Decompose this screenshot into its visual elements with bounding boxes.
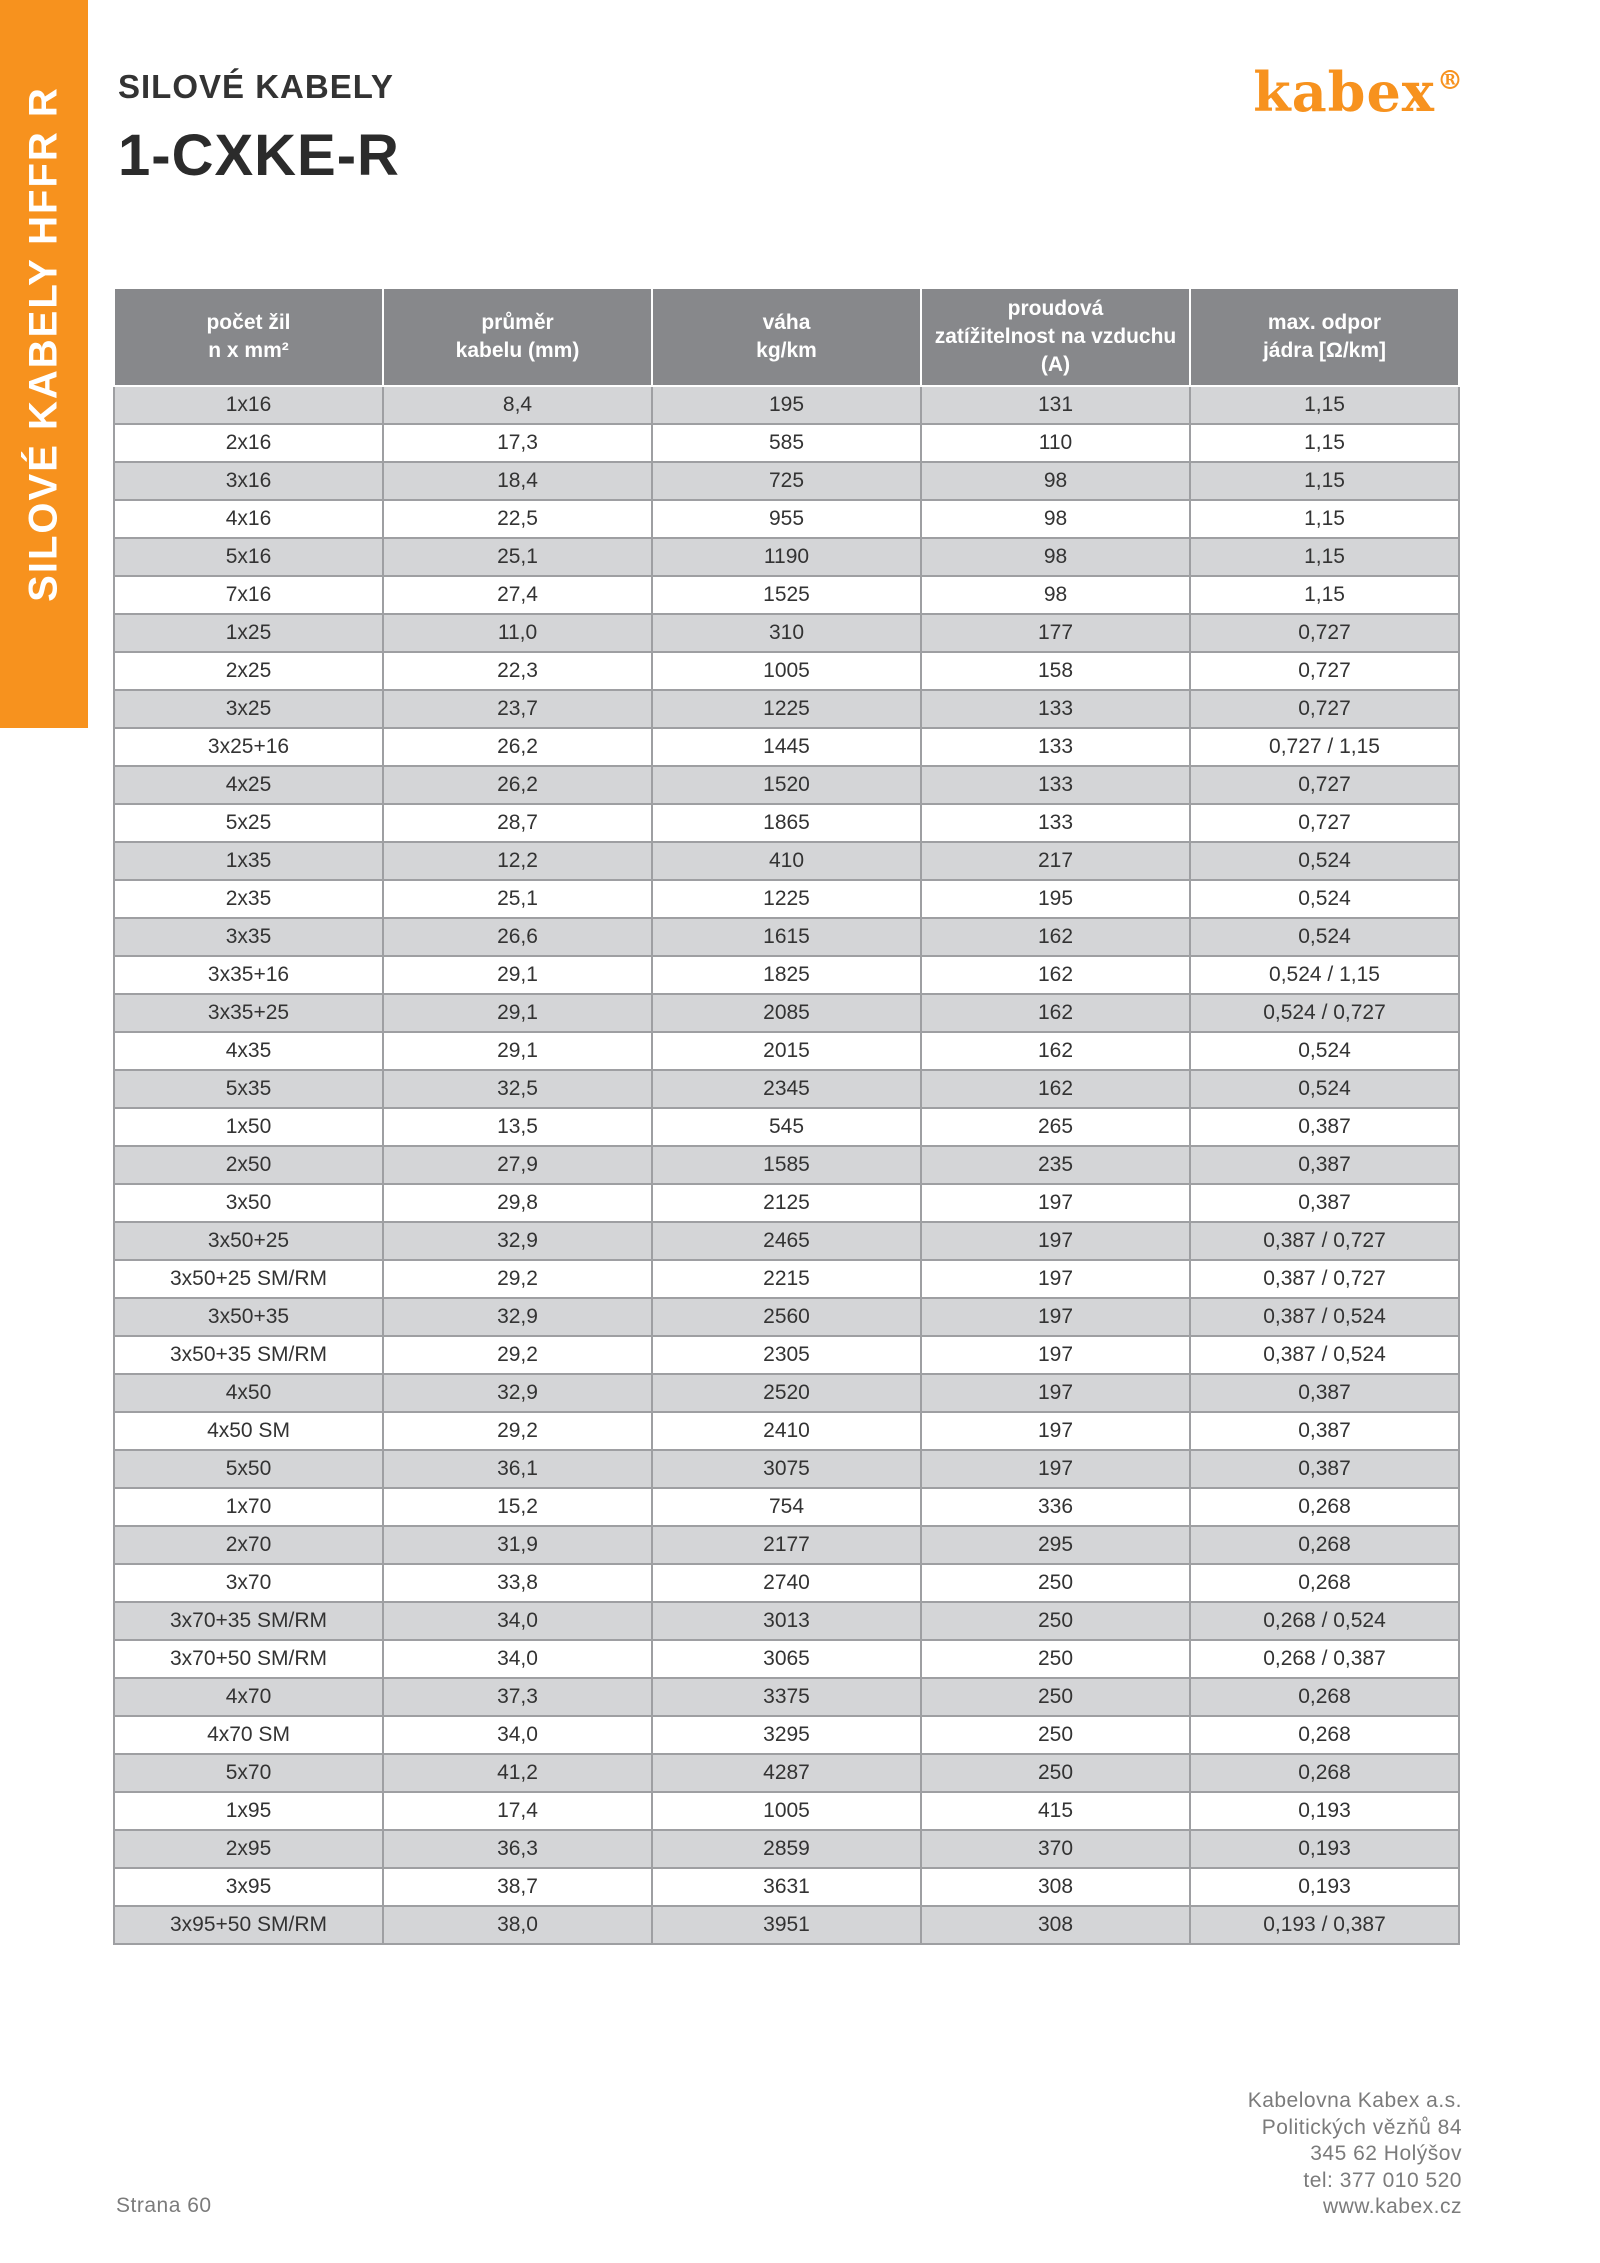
table-row xyxy=(114,1526,1459,1564)
table-cell: 17,3 xyxy=(383,424,652,462)
table-row xyxy=(114,462,1459,500)
table-cell: 197 xyxy=(921,1298,1190,1336)
table-cell: 0,268 / 0,387 xyxy=(1190,1640,1459,1678)
table-cell: 36,3 xyxy=(383,1830,652,1868)
table-cell: 22,5 xyxy=(383,500,652,538)
table-row xyxy=(114,1678,1459,1716)
table-cell: 1525 xyxy=(652,576,921,614)
table-row xyxy=(114,576,1459,614)
table-cell: 177 xyxy=(921,614,1190,652)
table-cell: 133 xyxy=(921,728,1190,766)
table-cell: 2215 xyxy=(652,1260,921,1298)
table-row xyxy=(114,728,1459,766)
table-cell: 235 xyxy=(921,1146,1190,1184)
table-row xyxy=(114,500,1459,538)
table-cell: 197 xyxy=(921,1260,1190,1298)
table-row xyxy=(114,1336,1459,1374)
table-cell: 2520 xyxy=(652,1374,921,1412)
table-cell: 0,193 / 0,387 xyxy=(1190,1906,1459,1944)
table-cell: 0,727 xyxy=(1190,614,1459,652)
table-row xyxy=(114,1412,1459,1450)
table-cell: 158 xyxy=(921,652,1190,690)
table-cell: 0,524 xyxy=(1190,1032,1459,1070)
table-cell: 0,387 / 0,524 xyxy=(1190,1298,1459,1336)
table-cell: 1190 xyxy=(652,538,921,576)
table-cell: 0,727 xyxy=(1190,690,1459,728)
table-cell: 3631 xyxy=(652,1868,921,1906)
table-cell: 3x50+25 xyxy=(114,1222,383,1260)
address-line: tel: 377 010 520 xyxy=(1303,2168,1462,2192)
table-cell: 29,2 xyxy=(383,1260,652,1298)
table-cell: 5x70 xyxy=(114,1754,383,1792)
table-cell: 2x16 xyxy=(114,424,383,462)
table-cell: 1445 xyxy=(652,728,921,766)
table-cell: 1825 xyxy=(652,956,921,994)
table-cell: 197 xyxy=(921,1222,1190,1260)
table-cell: 98 xyxy=(921,576,1190,614)
table-row xyxy=(114,1906,1459,1944)
column-header-line: zatížitelnost na vzduchu xyxy=(934,325,1177,348)
table-cell: 195 xyxy=(921,880,1190,918)
table-row xyxy=(114,1868,1459,1906)
table-cell: 4x70 SM xyxy=(114,1716,383,1754)
table-cell: 1x70 xyxy=(114,1488,383,1526)
table-cell: 3x25 xyxy=(114,690,383,728)
table-cell: 217 xyxy=(921,842,1190,880)
table-cell: 3x35+16 xyxy=(114,956,383,994)
table-cell: 370 xyxy=(921,1830,1190,1868)
address-line: 345 62 Holýšov xyxy=(1310,2142,1462,2165)
table-cell: 4x35 xyxy=(114,1032,383,1070)
table-cell: 0,387 xyxy=(1190,1108,1459,1146)
table-cell: 162 xyxy=(921,994,1190,1032)
registered-mark: ® xyxy=(1437,66,1464,96)
table-cell: 1,15 xyxy=(1190,386,1459,424)
table-header-row xyxy=(114,288,1459,386)
table-cell: 162 xyxy=(921,918,1190,956)
column-header-line: jádra [Ω/km] xyxy=(1262,339,1387,362)
table-cell: 98 xyxy=(921,500,1190,538)
table-cell: 131 xyxy=(921,386,1190,424)
table-cell: 162 xyxy=(921,956,1190,994)
table-cell: 3x50+25 SM/RM xyxy=(114,1260,383,1298)
table-cell: 31,9 xyxy=(383,1526,652,1564)
table-cell: 26,2 xyxy=(383,766,652,804)
table-row xyxy=(114,690,1459,728)
table-cell: 1,15 xyxy=(1190,538,1459,576)
table-cell: 0,387 xyxy=(1190,1374,1459,1412)
category-title: SILOVÉ KABELY xyxy=(118,68,394,105)
table-cell: 3x35 xyxy=(114,918,383,956)
table-cell: 2859 xyxy=(652,1830,921,1868)
table-cell: 162 xyxy=(921,1032,1190,1070)
table-cell: 5x50 xyxy=(114,1450,383,1488)
table-row xyxy=(114,614,1459,652)
column-header-line: proudová xyxy=(1007,297,1104,320)
table-cell: 0,268 / 0,524 xyxy=(1190,1602,1459,1640)
table-cell: 4x16 xyxy=(114,500,383,538)
table-cell: 8,4 xyxy=(383,386,652,424)
table-cell: 197 xyxy=(921,1374,1190,1412)
address-line: Politických vězňů 84 xyxy=(1261,2115,1462,2139)
table-cell: 4x50 xyxy=(114,1374,383,1412)
table-cell: 3x25+16 xyxy=(114,728,383,766)
table-cell: 0,524 xyxy=(1190,1070,1459,1108)
table-cell: 34,0 xyxy=(383,1716,652,1754)
table-cell: 0,524 xyxy=(1190,880,1459,918)
table-cell: 545 xyxy=(652,1108,921,1146)
table-cell: 5x35 xyxy=(114,1070,383,1108)
table-cell: 162 xyxy=(921,1070,1190,1108)
table-cell: 34,0 xyxy=(383,1602,652,1640)
table-row xyxy=(114,1754,1459,1792)
table-cell: 2345 xyxy=(652,1070,921,1108)
side-bar xyxy=(0,0,88,728)
table-cell: 98 xyxy=(921,462,1190,500)
table-cell: 250 xyxy=(921,1640,1190,1678)
table-cell: 110 xyxy=(921,424,1190,462)
table-cell: 29,2 xyxy=(383,1412,652,1450)
table-cell: 1x50 xyxy=(114,1108,383,1146)
table-cell: 250 xyxy=(921,1602,1190,1640)
table-cell: 17,4 xyxy=(383,1792,652,1830)
table-cell: 133 xyxy=(921,804,1190,842)
address-line: Kabelovna Kabex a.s. xyxy=(1247,2089,1462,2112)
table-cell: 2305 xyxy=(652,1336,921,1374)
table-cell: 26,2 xyxy=(383,728,652,766)
table-cell: 29,8 xyxy=(383,1184,652,1222)
table-cell: 308 xyxy=(921,1868,1190,1906)
table-cell: 0,387 xyxy=(1190,1412,1459,1450)
table-row xyxy=(114,1716,1459,1754)
table-row xyxy=(114,1184,1459,1222)
table-cell: 0,524 / 0,727 xyxy=(1190,994,1459,1032)
table-cell: 2410 xyxy=(652,1412,921,1450)
table-cell: 197 xyxy=(921,1336,1190,1374)
table-cell: 13,5 xyxy=(383,1108,652,1146)
column-header-line: váha xyxy=(762,311,811,334)
table-cell: 410 xyxy=(652,842,921,880)
table-cell: 1225 xyxy=(652,690,921,728)
table-cell: 3x50+35 SM/RM xyxy=(114,1336,383,1374)
table-cell: 0,268 xyxy=(1190,1564,1459,1602)
table-cell: 11,0 xyxy=(383,614,652,652)
column-header xyxy=(383,288,652,386)
table-cell: 38,7 xyxy=(383,1868,652,1906)
cable-spec-table xyxy=(113,287,1460,1945)
table-cell: 38,0 xyxy=(383,1906,652,1944)
table-cell: 754 xyxy=(652,1488,921,1526)
table-cell: 1x25 xyxy=(114,614,383,652)
table-row xyxy=(114,1146,1459,1184)
table-cell: 4x25 xyxy=(114,766,383,804)
table-cell: 2740 xyxy=(652,1564,921,1602)
table-cell: 32,9 xyxy=(383,1222,652,1260)
table-cell: 22,3 xyxy=(383,652,652,690)
table-cell: 0,524 xyxy=(1190,918,1459,956)
table-cell: 3375 xyxy=(652,1678,921,1716)
page-number: Strana 60 xyxy=(116,2194,212,2217)
side-category-label: SILOVÉ KABELY HFFR R xyxy=(21,86,66,602)
table-cell: 250 xyxy=(921,1678,1190,1716)
table-cell: 2085 xyxy=(652,994,921,1032)
table-cell: 23,7 xyxy=(383,690,652,728)
table-cell: 2560 xyxy=(652,1298,921,1336)
column-header-line: průměr xyxy=(481,311,554,334)
table-row xyxy=(114,1450,1459,1488)
table-cell: 4287 xyxy=(652,1754,921,1792)
table-cell: 0,268 xyxy=(1190,1716,1459,1754)
table-row xyxy=(114,1792,1459,1830)
table-cell: 1x95 xyxy=(114,1792,383,1830)
table-cell: 2x25 xyxy=(114,652,383,690)
table-cell: 32,9 xyxy=(383,1298,652,1336)
table-cell: 310 xyxy=(652,614,921,652)
table-cell: 41,2 xyxy=(383,1754,652,1792)
table-row xyxy=(114,804,1459,842)
table-cell: 2177 xyxy=(652,1526,921,1564)
table-row xyxy=(114,956,1459,994)
table-row xyxy=(114,766,1459,804)
table-row xyxy=(114,1602,1459,1640)
table-cell: 2x35 xyxy=(114,880,383,918)
column-header-line: počet žil xyxy=(206,311,291,334)
table-cell: 0,193 xyxy=(1190,1792,1459,1830)
table-row xyxy=(114,842,1459,880)
table-cell: 1865 xyxy=(652,804,921,842)
table-cell: 0,268 xyxy=(1190,1488,1459,1526)
table-cell: 1585 xyxy=(652,1146,921,1184)
table-cell: 3x95+50 SM/RM xyxy=(114,1906,383,1944)
table-row xyxy=(114,1032,1459,1070)
table-cell: 4x50 SM xyxy=(114,1412,383,1450)
table-cell: 98 xyxy=(921,538,1190,576)
logo-text: kabex xyxy=(1253,60,1435,124)
table-cell: 955 xyxy=(652,500,921,538)
table-row xyxy=(114,994,1459,1032)
table-cell: 2125 xyxy=(652,1184,921,1222)
table-cell: 0,727 xyxy=(1190,652,1459,690)
column-header xyxy=(1190,288,1459,386)
table-cell: 3x50 xyxy=(114,1184,383,1222)
table-cell: 5x16 xyxy=(114,538,383,576)
table-cell: 15,2 xyxy=(383,1488,652,1526)
table-cell: 25,1 xyxy=(383,538,652,576)
table-cell: 0,524 / 1,15 xyxy=(1190,956,1459,994)
table-cell: 0,387 xyxy=(1190,1184,1459,1222)
column-header xyxy=(652,288,921,386)
table-row xyxy=(114,1564,1459,1602)
table-cell: 0,387 / 0,727 xyxy=(1190,1260,1459,1298)
table-cell: 0,387 xyxy=(1190,1146,1459,1184)
table-cell: 1615 xyxy=(652,918,921,956)
table-cell: 3x70+35 SM/RM xyxy=(114,1602,383,1640)
table-cell: 2x50 xyxy=(114,1146,383,1184)
column-header-line: kabelu (mm) xyxy=(455,339,580,362)
table-cell: 34,0 xyxy=(383,1640,652,1678)
table-row xyxy=(114,1374,1459,1412)
table-row xyxy=(114,1830,1459,1868)
table-cell: 28,7 xyxy=(383,804,652,842)
company-address xyxy=(1248,2088,1462,2221)
table-cell: 725 xyxy=(652,462,921,500)
table-cell: 3x35+25 xyxy=(114,994,383,1032)
table-cell: 29,1 xyxy=(383,994,652,1032)
table-row xyxy=(114,386,1459,424)
table-row xyxy=(114,1488,1459,1526)
table-cell: 336 xyxy=(921,1488,1190,1526)
column-header-line: n x mm² xyxy=(208,339,289,362)
table-cell: 3065 xyxy=(652,1640,921,1678)
table-cell: 2x70 xyxy=(114,1526,383,1564)
table-cell: 2x95 xyxy=(114,1830,383,1868)
table-cell: 3295 xyxy=(652,1716,921,1754)
table-cell: 250 xyxy=(921,1754,1190,1792)
table-cell: 2465 xyxy=(652,1222,921,1260)
table-cell: 26,6 xyxy=(383,918,652,956)
table-cell: 3x95 xyxy=(114,1868,383,1906)
column-header xyxy=(114,288,383,386)
table-cell: 29,2 xyxy=(383,1336,652,1374)
address-line: www.kabex.cz xyxy=(1322,2195,1462,2218)
table-cell: 3013 xyxy=(652,1602,921,1640)
table-cell: 32,5 xyxy=(383,1070,652,1108)
table-cell: 2015 xyxy=(652,1032,921,1070)
table-cell: 1,15 xyxy=(1190,500,1459,538)
table-cell: 0,727 / 1,15 xyxy=(1190,728,1459,766)
table-cell: 33,8 xyxy=(383,1564,652,1602)
table-cell: 27,9 xyxy=(383,1146,652,1184)
table-cell: 0,268 xyxy=(1190,1754,1459,1792)
table-cell: 3x50+35 xyxy=(114,1298,383,1336)
table-cell: 29,1 xyxy=(383,1032,652,1070)
table-cell: 0,387 xyxy=(1190,1450,1459,1488)
table-row xyxy=(114,424,1459,462)
table-cell: 197 xyxy=(921,1412,1190,1450)
table-row xyxy=(114,1260,1459,1298)
table-cell: 0,524 xyxy=(1190,842,1459,880)
table-cell: 250 xyxy=(921,1716,1190,1754)
table-cell: 27,4 xyxy=(383,576,652,614)
table-row xyxy=(114,1070,1459,1108)
table-cell: 1005 xyxy=(652,1792,921,1830)
table-cell: 1005 xyxy=(652,652,921,690)
table-cell: 5x25 xyxy=(114,804,383,842)
table-cell: 36,1 xyxy=(383,1450,652,1488)
table-cell: 3x70 xyxy=(114,1564,383,1602)
column-header-line: max. odpor xyxy=(1267,311,1382,334)
table-row xyxy=(114,1640,1459,1678)
table-cell: 197 xyxy=(921,1450,1190,1488)
table-cell: 0,387 / 0,727 xyxy=(1190,1222,1459,1260)
table-cell: 1,15 xyxy=(1190,424,1459,462)
table-cell: 1x35 xyxy=(114,842,383,880)
table-cell: 308 xyxy=(921,1906,1190,1944)
table-cell: 1,15 xyxy=(1190,576,1459,614)
table-cell: 0,727 xyxy=(1190,766,1459,804)
table-cell: 3075 xyxy=(652,1450,921,1488)
table-row xyxy=(114,538,1459,576)
table-cell: 7x16 xyxy=(114,576,383,614)
table-cell: 250 xyxy=(921,1564,1190,1602)
table-cell: 37,3 xyxy=(383,1678,652,1716)
table-cell: 415 xyxy=(921,1792,1190,1830)
table-cell: 18,4 xyxy=(383,462,652,500)
table-cell: 0,193 xyxy=(1190,1868,1459,1906)
table-cell: 265 xyxy=(921,1108,1190,1146)
table-cell: 3951 xyxy=(652,1906,921,1944)
table-cell: 0,387 / 0,524 xyxy=(1190,1336,1459,1374)
table-cell: 25,1 xyxy=(383,880,652,918)
table-body xyxy=(114,386,1459,1944)
table-row xyxy=(114,1108,1459,1146)
table-cell: 0,268 xyxy=(1190,1678,1459,1716)
product-title: 1-CXKE-R xyxy=(118,123,400,188)
table-row xyxy=(114,880,1459,918)
table-cell: 29,1 xyxy=(383,956,652,994)
table-cell: 133 xyxy=(921,766,1190,804)
table-cell: 0,727 xyxy=(1190,804,1459,842)
table-cell: 0,268 xyxy=(1190,1526,1459,1564)
table-cell: 1x16 xyxy=(114,386,383,424)
table-cell: 585 xyxy=(652,424,921,462)
column-header-line: (A) xyxy=(1040,353,1071,376)
table-cell: 12,2 xyxy=(383,842,652,880)
table-cell: 133 xyxy=(921,690,1190,728)
table-cell: 195 xyxy=(652,386,921,424)
table-row xyxy=(114,652,1459,690)
kabex-logo xyxy=(1253,60,1464,124)
table-row xyxy=(114,918,1459,956)
table-cell: 1520 xyxy=(652,766,921,804)
table-cell: 4x70 xyxy=(114,1678,383,1716)
table-cell: 3x16 xyxy=(114,462,383,500)
column-header xyxy=(921,288,1190,386)
table-cell: 0,193 xyxy=(1190,1830,1459,1868)
table-row xyxy=(114,1298,1459,1336)
table-cell: 1,15 xyxy=(1190,462,1459,500)
table-cell: 295 xyxy=(921,1526,1190,1564)
table-cell: 1225 xyxy=(652,880,921,918)
table-cell: 3x70+50 SM/RM xyxy=(114,1640,383,1678)
table-row xyxy=(114,1222,1459,1260)
column-header-line: kg/km xyxy=(756,339,817,362)
table-cell: 197 xyxy=(921,1184,1190,1222)
table-cell: 32,9 xyxy=(383,1374,652,1412)
